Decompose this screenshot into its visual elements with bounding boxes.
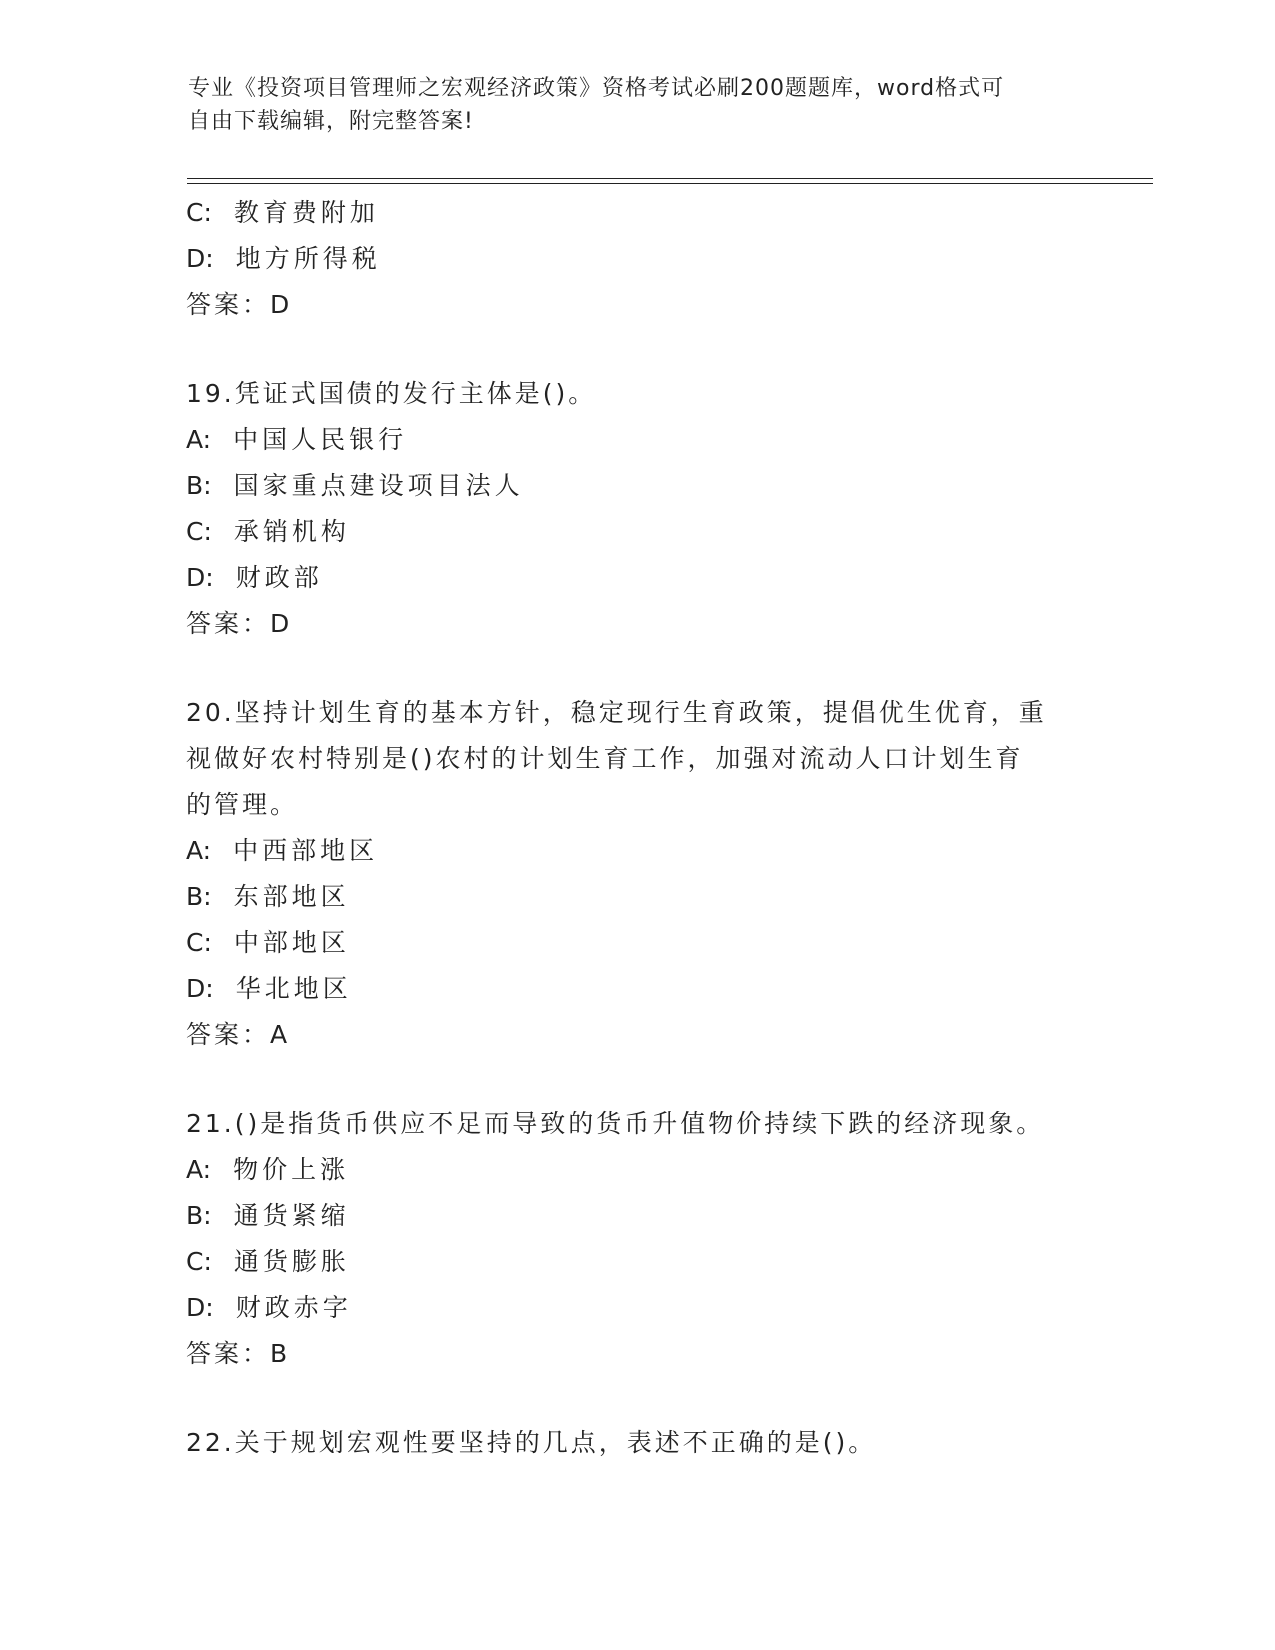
question-list: [186, 190, 1066, 1466]
option-b: [186, 463, 1066, 509]
option-letter: C:: [186, 198, 212, 227]
option-d: [186, 1285, 1066, 1331]
option-text: 华北地区: [235, 974, 352, 1003]
option-text: 教育费附加: [233, 198, 379, 227]
option-text: 物价上涨: [233, 1155, 350, 1184]
option-letter: D:: [186, 974, 214, 1003]
option-text: 中部地区: [233, 928, 350, 957]
option-letter: D:: [186, 563, 214, 592]
header-title-line1: 专业《投资项目管理师之宏观经济政策》资格考试必刷200题题库，word格式可: [188, 76, 1005, 101]
option-letter: D:: [186, 244, 214, 273]
question-stem: 21.()是指货币供应不足而导致的货币升值物价持续下跌的经济现象。: [186, 1109, 1045, 1138]
document-header: [188, 72, 1068, 138]
question-stem-line2: 视做好农村特别是()农村的计划生育工作，加强对流动人口计划生育: [186, 744, 1024, 773]
answer-line: 答案：D: [186, 609, 293, 638]
question-stem-line3: 的管理。: [186, 790, 299, 819]
option-text: 承销机构: [233, 517, 350, 546]
option-text: 中西部地区: [233, 836, 379, 865]
option-d: [186, 966, 1066, 1012]
option-letter: A:: [186, 836, 212, 865]
option-b: [186, 1193, 1066, 1239]
option-text: 中国人民银行: [233, 425, 408, 454]
option-text: 通货膨胀: [233, 1247, 350, 1276]
option-text: 财政部: [235, 563, 323, 592]
question-19: [186, 371, 1066, 647]
option-c: [186, 509, 1066, 555]
option-letter: C:: [186, 1247, 212, 1276]
question-22: [186, 1420, 1066, 1466]
answer-line: 答案：D: [186, 290, 293, 319]
option-a: [186, 828, 1066, 874]
option-letter: C:: [186, 517, 212, 546]
option-text: 东部地区: [233, 882, 350, 911]
option-text: 通货紧缩: [233, 1201, 350, 1230]
answer-line: 答案：A: [186, 1020, 291, 1049]
question-stem-line1: 20.坚持计划生育的基本方针，稳定现行生育政策，提倡优生优育，重: [186, 698, 1047, 727]
option-text: 财政赤字: [235, 1293, 352, 1322]
option-a: [186, 1147, 1066, 1193]
option-letter: B:: [186, 882, 212, 911]
answer-line: 答案：B: [186, 1339, 291, 1368]
option-c: [186, 920, 1066, 966]
question-stem: 19.凭证式国债的发行主体是()。: [186, 379, 597, 408]
option-c: [186, 190, 1066, 236]
header-rule-top: [187, 178, 1153, 179]
option-c: [186, 1239, 1066, 1285]
option-letter: C:: [186, 928, 212, 957]
question-21: [186, 1101, 1066, 1377]
option-letter: B:: [186, 1201, 212, 1230]
option-text: 国家重点建设项目法人: [233, 471, 524, 500]
option-d: [186, 555, 1066, 601]
question-20: [186, 690, 1066, 1058]
header-title-line2: 自由下载编辑，附完整答案!: [188, 109, 474, 134]
option-letter: A:: [186, 425, 212, 454]
option-a: [186, 417, 1066, 463]
option-d: [186, 236, 1066, 282]
option-letter: D:: [186, 1293, 214, 1322]
option-b: [186, 874, 1066, 920]
option-text: 地方所得税: [235, 244, 381, 273]
question-stem: 22.关于规划宏观性要坚持的几点，表述不正确的是()。: [186, 1428, 877, 1457]
option-letter: B:: [186, 471, 212, 500]
option-letter: A:: [186, 1155, 212, 1184]
question-18-tail: [186, 190, 1066, 328]
header-rule-bottom: [187, 183, 1153, 184]
